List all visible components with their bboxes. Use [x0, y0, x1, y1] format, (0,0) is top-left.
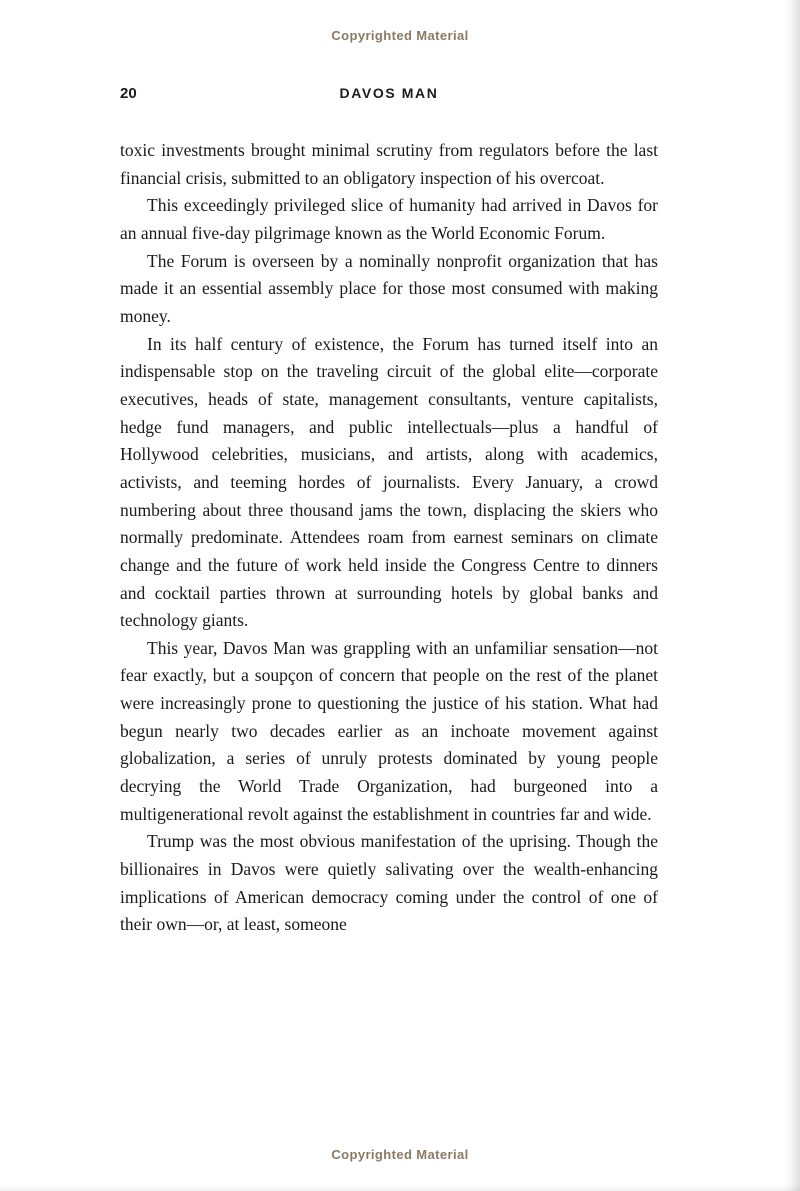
paragraph: toxic investments brought minimal scrutiny from regulators before the last financial crisis, submitted to an obligatory inspection of his overcoat.: [120, 140, 658, 188]
copyright-notice-top: Copyrighted Material: [331, 28, 469, 43]
paragraph: In its half century of existence, the Forum has turned itself into an indispensable stop on the traveling circuit of the global elite—corporate executives, heads of state, management consultants, venture capitalists, hedge fund managers, and public intellectuals—plus a handful of Hollywood celebrities, musicians, and artists, along with academics, activists, and teeming hordes of journalists. Every January, a crowd numbering about three thousand jams the town, displacing the skiers who normally predominate. Attendees roam from earnest seminars on climate change and the future of work held inside the Congress Centre to dinners and cocktail parties thrown at surrounding hotels by global banks and technology giants.: [120, 333, 658, 631]
copyright-notice-bottom: Copyrighted Material: [331, 1147, 469, 1162]
paragraph: This exceedingly privileged slice of humanity had arrived in Davos for an annual five-day pilgrimage known as the World Economic Forum.: [120, 195, 658, 243]
page-edge-shadow: [784, 0, 800, 1191]
page-bottom-shadow: [0, 1185, 800, 1191]
body-text: [120, 137, 658, 939]
paragraph: This year, Davos Man was grappling with an unfamiliar sensation—not fear exactly, but a soupçon of concern that people on the rest of the planet were increasingly prone to questioning the justice of his station. What had begun nearly two decades earlier as an inchoate movement against globalization, a series of unruly protests dominated by young people decrying the World Trade Organization, had burgeoned into a multigenerational revolt against the establishment in countries far and wide.: [120, 637, 658, 824]
paragraph: Trump was the most obvious manifestation of the uprising. Though the billionaires in Davos were quietly salivating over the wealth-enhancing implications of American democracy coming under the control of one of their own—or, at least, someone: [120, 831, 658, 935]
running-title: DAVOS MAN: [339, 85, 439, 101]
page-number: 20: [120, 85, 137, 102]
paragraph: The Forum is overseen by a nominally nonprofit organization that has made it an essential assembly place for those most consumed with making money.: [120, 250, 658, 326]
running-header: [120, 85, 658, 105]
